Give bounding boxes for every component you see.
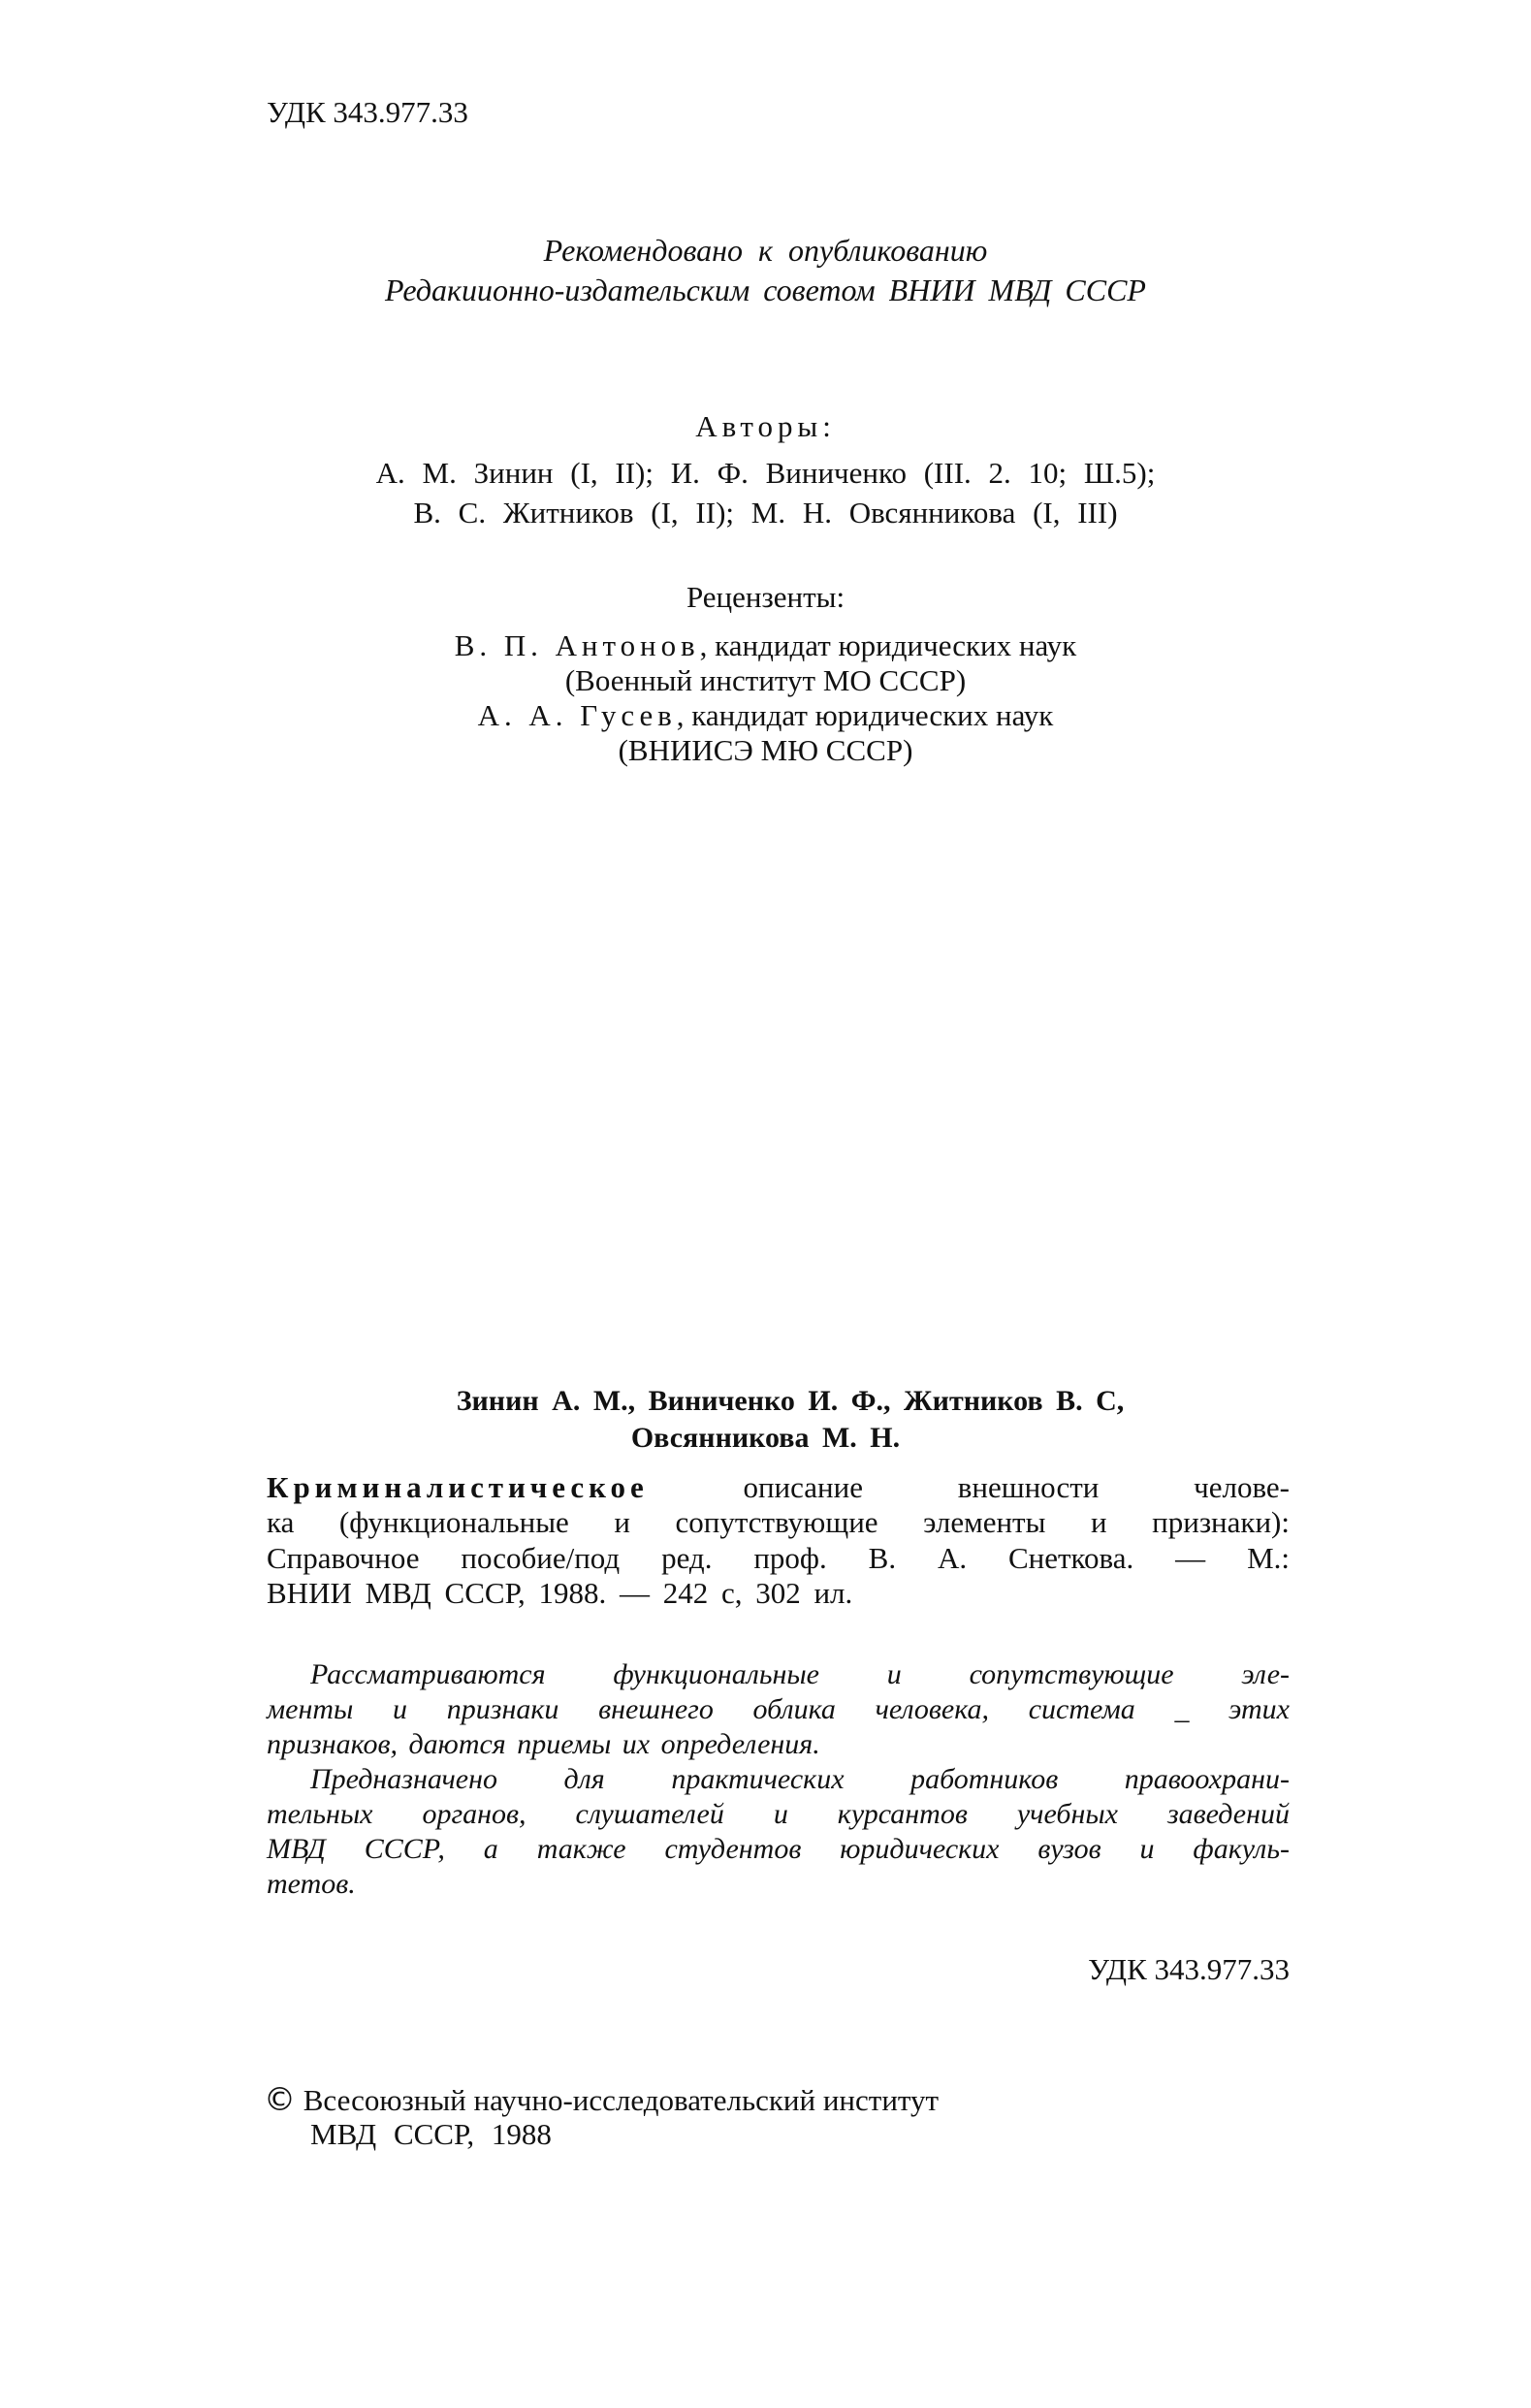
biblio-authors-line-2: Овсянникова М. Н. xyxy=(630,1422,901,1454)
reviewer-2-name: А. А. Гусев xyxy=(477,698,677,732)
reviewer-2 xyxy=(0,698,1531,733)
abstract-line-4: Предназначено для практических работников правоохрани- xyxy=(310,1763,1290,1795)
biblio-line-4: ВНИИ МВД СССР, 1988. — 242 с, 302 ил. xyxy=(267,1576,853,1610)
abstract-line-2: менты и признаки внешнего облика человека, система _ этих xyxy=(267,1693,1290,1725)
udk-top: УДК 343.977.33 xyxy=(267,95,468,129)
reviewer-1 xyxy=(0,628,1531,663)
biblio-line-1-rest: описание внешности челове- xyxy=(648,1470,1290,1504)
abstract-line-6: МВД СССР, а также студентов юридических вузов и факуль- xyxy=(267,1833,1290,1865)
biblio-line-2: ка (функциональные и сопутствующие элементы и признаки): xyxy=(267,1505,1290,1539)
biblio-line-3: Справочное пособие/под ред. проф. В. А. Снеткова. — М.: xyxy=(267,1541,1290,1575)
abstract-line-7: тетов. xyxy=(267,1868,356,1900)
authors-line-1: А. М. Зинин (I, II); И. Ф. Виниченко (III. 2. 10; Ш.5); xyxy=(375,456,1156,490)
authors-line-2: В. С. Житников (I, II); М. Н. Овсянникова (I, III) xyxy=(413,496,1118,530)
authors-heading: Авторы: xyxy=(695,409,836,443)
reviewers-heading: Рецензенты: xyxy=(686,580,845,614)
copyright-symbol: © xyxy=(264,2080,296,2118)
reviewer-1-title: , кандидат юридических наук xyxy=(699,628,1077,662)
abstract-line-3: признаков, даются приемы их определения. xyxy=(267,1728,820,1760)
copyright-institute: Всесоюзный научно-исследовательский институт xyxy=(303,2083,940,2117)
reviewer-2-title: , кандидат юридических наук xyxy=(676,698,1054,732)
copyright-line-2: МВД СССР, 1988 xyxy=(310,2117,552,2151)
abstract-line-1: Рассматриваются функциональные и сопутствующие эле- xyxy=(310,1658,1290,1690)
reviewer-2-org: (ВНИИСЭ МЮ СССР) xyxy=(618,733,913,767)
reviewer-1-org: (Военный институт МО СССР) xyxy=(564,663,967,697)
biblio-authors-line-1: Зинин А. М., Виниченко И. Ф., Житников В. С, xyxy=(456,1385,1125,1417)
recommendation-line-1: Рекомендовано к опубликованию xyxy=(543,233,988,268)
biblio-title-word: Криминалистическое xyxy=(267,1470,649,1504)
abstract-line-5: тельных органов, слушателей и курсантов учебных заведений xyxy=(267,1798,1290,1830)
udk-bottom: УДК 343.977.33 xyxy=(1088,1952,1290,1986)
reviewer-1-name: В. П. Антонов xyxy=(454,628,700,662)
recommendation-line-2: Редакиионно-издательским советом ВНИИ МВД СССР xyxy=(385,273,1146,307)
copyright-line-1 xyxy=(264,2080,939,2118)
biblio-line-1 xyxy=(267,1470,1290,1505)
